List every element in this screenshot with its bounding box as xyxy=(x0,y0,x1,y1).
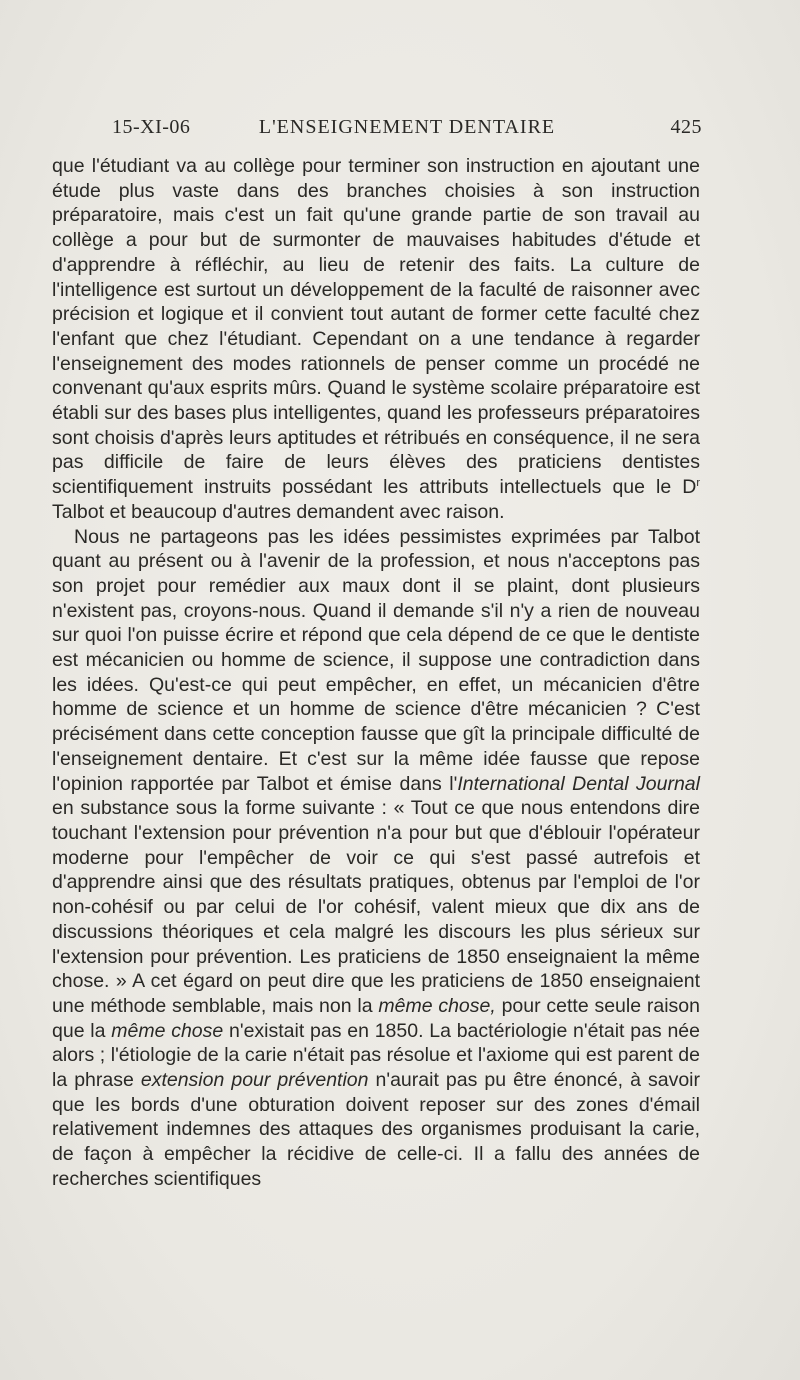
page-number: 425 xyxy=(670,116,702,138)
meme-chose-2: même chose xyxy=(111,1019,224,1042)
doctor-abbrev-sup: r xyxy=(696,477,700,490)
paragraph-1-end: Talbot et beaucoup d'autres demandent avec raison. xyxy=(52,500,505,523)
paragraph-2-text-5: n'aurait pas pu être énoncé, à savoir que les bords d'une obturation doivent reposer sur des zones d'émail relativement indemnes des attaques des organismes produisant la carie, de façon à empêcher la récidive de celle-ci. Il a fallu des années de recherches scientifiques xyxy=(52,1069,700,1190)
paragraph-2-text-2: en substance sous la forme suivante : « Tout ce que nous entendons dire touchant l'extension pour prévention n'a pour but que d'éblouir l'opérateur moderne pour l'empêcher de voir ce qui s'est passé autrefois et d'apprendre ainsi que des résultats pratiques, obtenus par l'emploi de l'or non-cohésif ou par celui de l'or cohésif, valent mieux que dix ans de discussions théoriques et cela malgré les discours les plus sérieux sur l'extension pour prévention. Les praticiens de 1850 enseignaient la même chose. » A cet égard on peut dire que les praticiens de 1850 enseignaient une méthode semblable, mais non la xyxy=(52,797,700,1017)
meme-chose-1: même chose, xyxy=(378,994,496,1017)
paragraph-1 xyxy=(52,154,700,525)
extension-phrase: extension pour prévention xyxy=(140,1069,369,1092)
running-header xyxy=(112,116,702,148)
paragraph-2-text-4: n'existait pas en 1850. La bactériologie n'était pas née alors ; l'étiologie de la carie n'était pas résolue et l'axiome qui est parent de la phrase xyxy=(52,1019,700,1092)
header-date: 15-XI-06 xyxy=(112,116,191,138)
header-title: L'ENSEIGNEMENT DENTAIRE xyxy=(258,116,556,138)
paragraph-2-text-3: pour cette seule raison que la xyxy=(52,994,700,1042)
paragraph-2-text-1: Nous ne partageons pas les idées pessimistes exprimées par Talbot quant au présent ou à l'avenir de la profession, et nous n'acceptons pas son projet pour remédier aux maux dont il se plaint, dont plusieurs n'existent pas, croyons-nous. Quand il demande s'il n'y a rien de nouveau sur quoi l'on puisse écrire et répond que cela dépend de ce que le dentiste est mécanicien ou homme de science, il suppose une contradiction dans les idées. Qu'est-ce qui peut empêcher, en effet, un mécanicien d'être homme de science et un homme de science d'être mécanicien ? C'est précisément dans cette conception fausse que gît la principale difficulté de l'enseignement dentaire. Et c'est sur la même idée fausse que repose l'opinion rapportée par Talbot et émise dans l' xyxy=(52,525,700,795)
body-text xyxy=(52,154,700,1192)
paragraph-1-text: que l'étudiant va au collège pour terminer son instruction en ajoutant une étude plus vaste dans des branches choisies à son instruction préparatoire, mais c'est un fait qu'une grande partie de son travail au collège a pour but de surmonter de mauvaises habitudes d'étude et d'apprendre à réfléchir, au lieu de retenir des faits. La culture de l'intelligence est surtout un développement de la faculté de raisonner avec précision et logique et il convient tout autant de former cette faculté chez l'enfant que chez l'étudiant. Cependant on a une tendance à regarder l'enseignement des modes rationnels de penser comme un procédé ne convenant qu'aux esprits mûrs. Quand le système scolaire préparatoire est établi sur des bases plus intelligentes, quand les professeurs préparatoires sont choisis d'après leurs aptitudes et rétribués en conséquence, il ne sera pas difficile de faire de leurs élèves des praticiens dentistes scientifiquement instruits possédant les attributs intellectuels que le D xyxy=(52,155,700,499)
journal-title: International Dental Journal xyxy=(457,772,700,795)
paragraph-2 xyxy=(52,525,700,1192)
